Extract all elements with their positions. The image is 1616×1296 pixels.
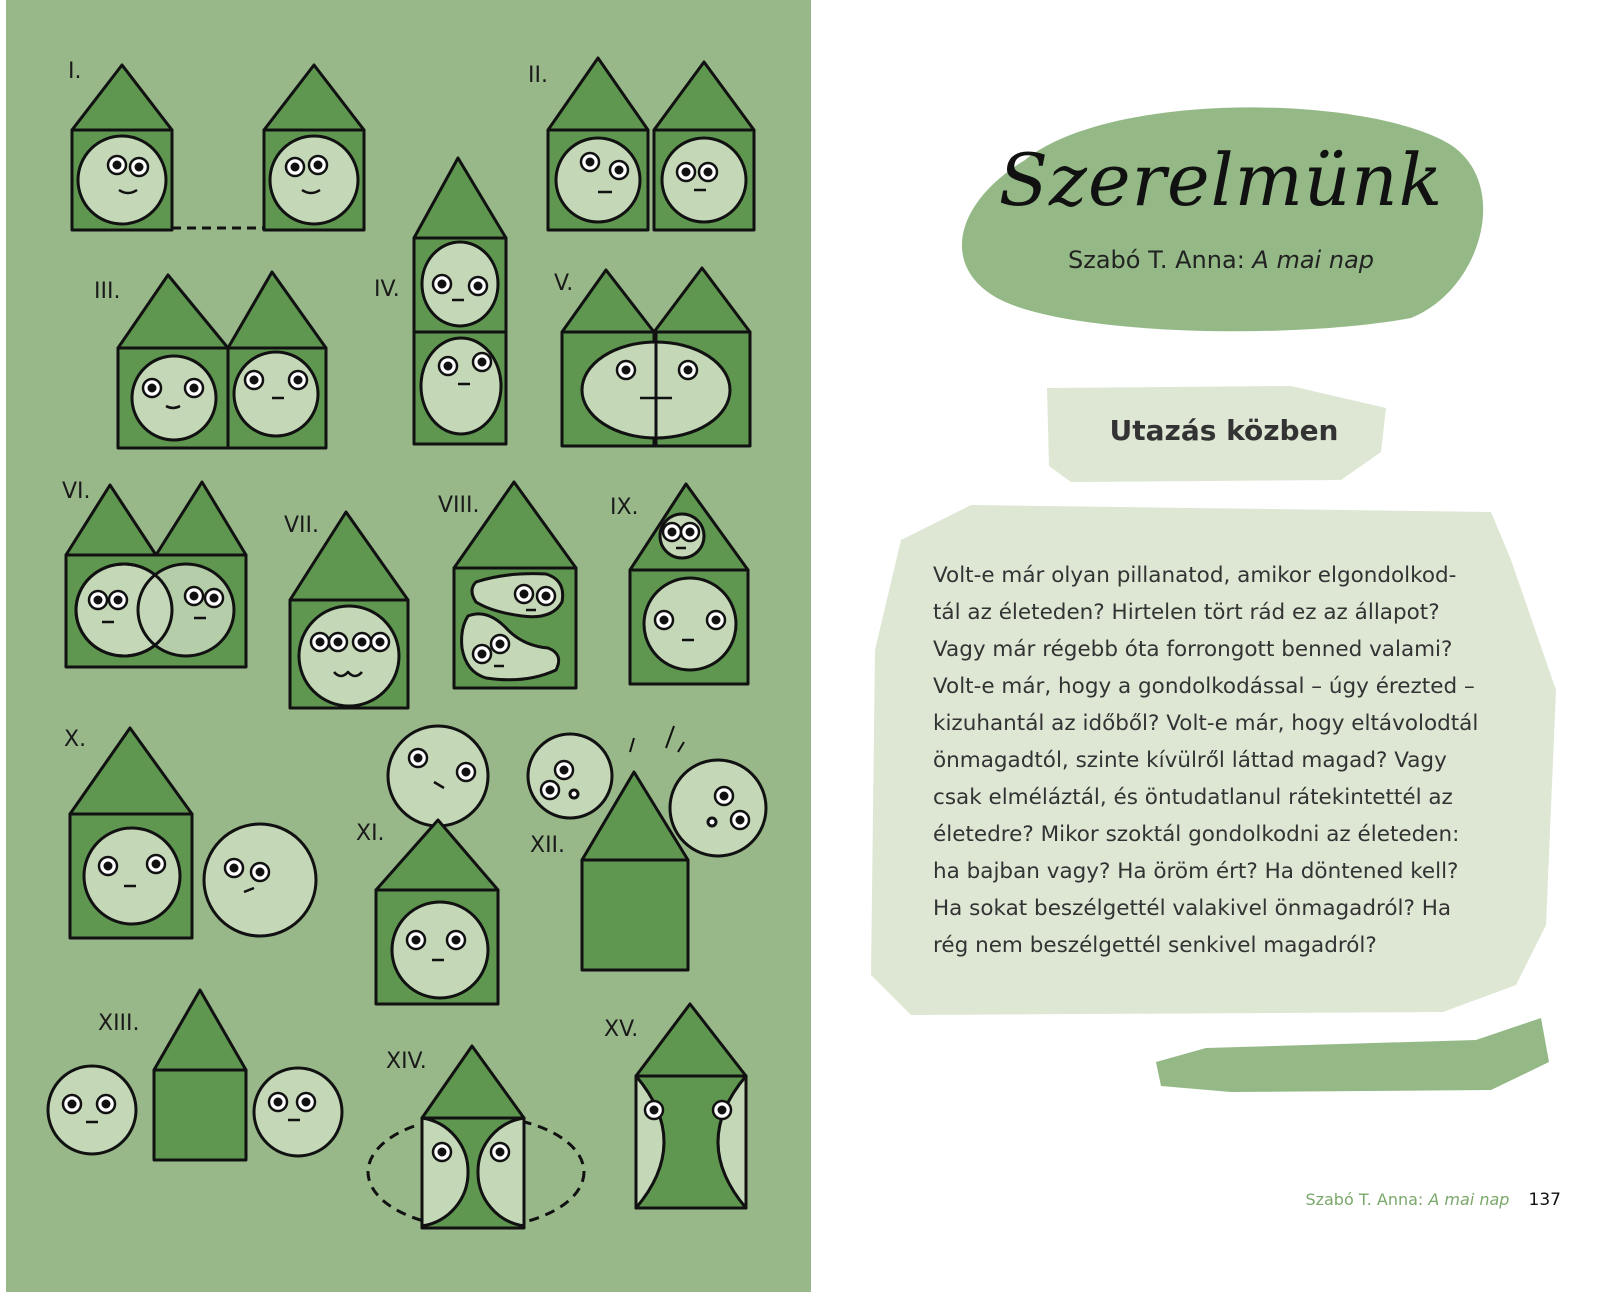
label-xv: XV. (604, 1017, 639, 1042)
body-line: Vagy már régebb óta forrongott benned valami? (933, 637, 1453, 662)
page-footer (1251, 1190, 1561, 1210)
page-title: Szerelmünk (998, 138, 1444, 222)
body-line: ha bajban vagy? Ha öröm ért? Ha döntened kell? (933, 859, 1459, 884)
body-line: kizuhantál az időből? Volt-e már, hogy eltávolodtál (933, 711, 1479, 736)
footer-author: Szabó T. Anna: (1305, 1190, 1424, 1209)
label-ii: II. (528, 63, 548, 88)
label-iii: III. (94, 279, 121, 304)
body-line: önmagadtól, szinte kívülről láttad magad? Vagy (933, 748, 1447, 773)
label-x: X. (64, 727, 87, 752)
label-v: V. (554, 271, 574, 296)
label-xii: XII. (530, 833, 566, 858)
label-xiii: XIII. (98, 1011, 140, 1036)
body-paragraph (933, 557, 1543, 964)
relationship-diagram-illustration (6, 0, 811, 1292)
text-page (811, 0, 1616, 1292)
body-line: rég nem beszélgettél senkivel magadról? (933, 933, 1377, 958)
label-xiv: XIV. (386, 1049, 427, 1074)
label-i: I. (68, 59, 82, 84)
subtitle-work: A mai nap (1252, 246, 1375, 274)
label-vii: VII. (284, 513, 320, 538)
page-number: 137 (1528, 1190, 1561, 1210)
body-line: Volt-e már, hogy a gondolkodással – úgy érezted – (933, 674, 1475, 699)
footer-work: A mai nap (1428, 1190, 1510, 1209)
label-vi: VI. (62, 479, 91, 504)
label-viii: VIII. (438, 493, 480, 518)
body-line: Volt-e már olyan pillanatod, amikor elgondolkod- (933, 563, 1457, 588)
illustration-page (6, 0, 811, 1292)
body-line: tál az életeden? Hirtelen tört rád ez az állapot? (933, 600, 1440, 625)
label-iv: IV. (374, 277, 400, 302)
bottom-blob (1156, 1018, 1549, 1092)
body-line: életedre? Mikor szoktál gondolkodni az életeden: (933, 822, 1460, 847)
body-line: Ha sokat beszélgettél valakivel önmagadról? Ha (933, 896, 1452, 921)
label-xi: XI. (356, 821, 385, 846)
section-heading: Utazás közben (1109, 414, 1339, 447)
subtitle (968, 246, 1474, 274)
label-ix: IX. (610, 495, 639, 520)
body-line: csak elméláztál, és öntudatlanul rátekintettél az (933, 785, 1453, 810)
subtitle-author: Szabó T. Anna: (1067, 246, 1245, 274)
